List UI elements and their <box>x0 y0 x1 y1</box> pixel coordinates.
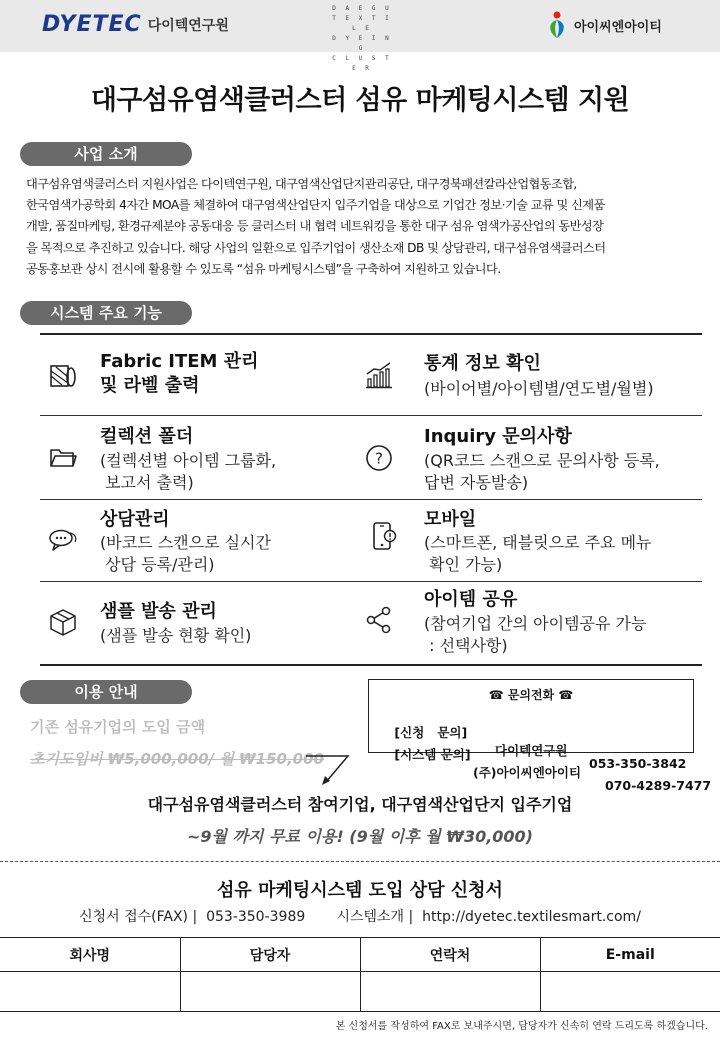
section-label-usage: 이용 안내 <box>20 680 192 704</box>
feature-title: 아이템 공유 <box>424 589 518 610</box>
column-header-manager: 담당자 <box>180 938 360 972</box>
intro-line: 을 목적으로 추진하고 있습니다. 해당 사업의 일환으로 입주기업이 생산소재 DB 및 상담관리, 대구섬유염색클러스터 <box>26 240 606 255</box>
column-header-email: E-mail <box>540 938 720 972</box>
section-label-intro: 사업 소개 <box>20 142 192 166</box>
feature-description: (QR코드 스캔으로 문의사항 등록, 답변 자동발송) <box>424 451 660 492</box>
feature-description: (컬렉션별 아이템 그룹화, 보고서 출력) <box>100 451 277 492</box>
folder-icon <box>48 442 78 472</box>
mobile-icon <box>368 521 398 551</box>
share-icon <box>364 605 394 635</box>
contact-phone[interactable]: 070-4289-7477 <box>605 778 712 793</box>
participants-notice: 대구섬유염색클러스터 참여기업, 대구염색산업단지 입주기업 <box>147 795 573 814</box>
dyetec-logo[interactable] <box>42 12 229 37</box>
dyetec-logo-subtext: 다이텍연구원 <box>147 17 229 34</box>
cluster-logo-line: T E X T I L E <box>332 15 392 32</box>
intro-line: 개발, 품질마케팅, 환경규제분야 공동대응 등 클러스터 내 협력 네트워킹을 통한 대구 섬유 염색가공산업의 동반성장 <box>26 219 604 234</box>
column-header-company: 회사명 <box>0 938 180 972</box>
email-field[interactable] <box>540 972 720 1012</box>
intro-line: 한국염색가공학회 4자간 MOA를 체결하여 대구염색산업단지 입주기업을 대상으로 기업간 정보·기술 교류 및 신제품 <box>26 198 605 213</box>
system-url-link[interactable]: http://dyetec.textilesmart.com/ <box>422 909 641 925</box>
feature-description: (바이어별/아이템별/연도별/월별) <box>424 379 654 398</box>
feature-description: (샘플 발송 현황 확인) <box>100 626 252 645</box>
feature-title: 모바일 <box>424 509 477 530</box>
free-use-notice: ~9월 까지 무료 이용! (9월 이후 월 ₩30,000) <box>187 827 533 846</box>
old-price-label: 기존 섬유기업의 도입 금액 <box>30 718 206 736</box>
column-header-phone: 연락처 <box>360 938 540 972</box>
features-row-divider <box>40 581 702 582</box>
fax-label: 신청서 접수(FAX) <box>79 909 189 925</box>
contact-org: (주)아이씨엔아이티 <box>473 765 582 780</box>
contact-label: [시스템 문의] <box>394 747 471 762</box>
company-field[interactable] <box>0 972 180 1012</box>
feature-description: (참여기업 간의 아이템공유 가능 : 선택사항) <box>424 614 647 655</box>
features-top-divider <box>40 333 702 335</box>
feature-description: (바코드 스캔으로 실시간 상담 등록/관리) <box>100 533 271 574</box>
icnit-leaf-icon <box>544 10 570 40</box>
cluster-logo-line: C L U S T E R <box>332 55 392 72</box>
feature-title: 컬렉션 폴더 <box>100 426 194 447</box>
cluster-logo-line: D Y E I N G <box>332 35 392 52</box>
system-intro-label: 시스템소개 <box>336 909 405 925</box>
cluster-logo-line: D A E G U <box>332 5 392 12</box>
contact-label: [신청 문의] <box>394 725 468 740</box>
box-icon <box>48 607 78 637</box>
intro-line: 공동홍보관 상시 전시에 활용할 수 있도록 “섬유 마케팅시스템”을 구축하여 지원하고 있습니다. <box>26 261 501 276</box>
svg-text:?: ? <box>375 449 383 468</box>
feature-title: 통계 정보 확인 <box>424 353 541 374</box>
feature-description: (스마트폰, 태블릿으로 주요 메뉴 확인 가능) <box>424 533 652 574</box>
application-form-table <box>0 937 720 1012</box>
feature-title: Inquiry 문의사항 <box>424 426 572 447</box>
phone-field[interactable] <box>360 972 540 1012</box>
contact-box <box>368 679 712 793</box>
manager-field[interactable] <box>180 972 360 1012</box>
features-bottom-divider <box>40 664 702 666</box>
cluster-logo <box>326 4 398 74</box>
question-circle-icon <box>364 443 394 473</box>
feature-title: Fabric ITEM 관리 및 라벨 출력 <box>100 351 259 396</box>
arrow-icon <box>300 752 360 788</box>
fax-number[interactable]: 053-350-3989 <box>206 909 306 925</box>
dyetec-logo-text: DYETEC <box>42 12 142 37</box>
contact-heading: ☎ 문의전화 ☎ <box>488 688 574 702</box>
page-title: 대구섬유염색클러스터 섬유 마케팅시스템 지원 <box>90 85 630 116</box>
form-title: 섬유 마케팅시스템 도입 상담 신청서 <box>217 880 503 901</box>
old-price: 초기도입비 ₩5,000,000/ 월 ₩150,000 <box>30 750 324 768</box>
feature-title: 샘플 발송 관리 <box>100 601 217 622</box>
contact-phone[interactable]: 053-350-3842 <box>589 756 687 771</box>
header-bar <box>0 0 720 72</box>
form-contact-line: 신청서 접수(FAX) | 053-350-3989 시스템소개 | http://dyetec.textilesmart.com/ <box>79 909 641 925</box>
icnit-logo[interactable] <box>544 10 662 40</box>
contact-org: 다이텍연구원 <box>495 743 568 758</box>
chat-bubbles-icon <box>48 525 78 555</box>
intro-paragraph <box>26 174 698 280</box>
bar-chart-icon <box>364 360 394 390</box>
fabric-roll-icon <box>48 361 78 391</box>
icnit-logo-text: 아이씨엔아이티 <box>574 19 662 35</box>
intro-line: 대구섬유염색클러스터 지원사업은 다이텍연구원, 대구염색산업단지관리공단, 대구경북패션칼라산업협동조합, <box>26 177 577 191</box>
cut-line <box>0 861 720 862</box>
form-footnote: 본 신청서를 작성하여 FAX로 보내주시면, 담당자가 신속히 연락 드리도록 하겠습니다. <box>335 1021 708 1032</box>
section-label-features: 시스템 주요 기능 <box>20 301 192 325</box>
feature-title: 상담관리 <box>100 509 170 530</box>
features-row-divider <box>40 499 702 500</box>
features-row-divider <box>40 415 702 416</box>
